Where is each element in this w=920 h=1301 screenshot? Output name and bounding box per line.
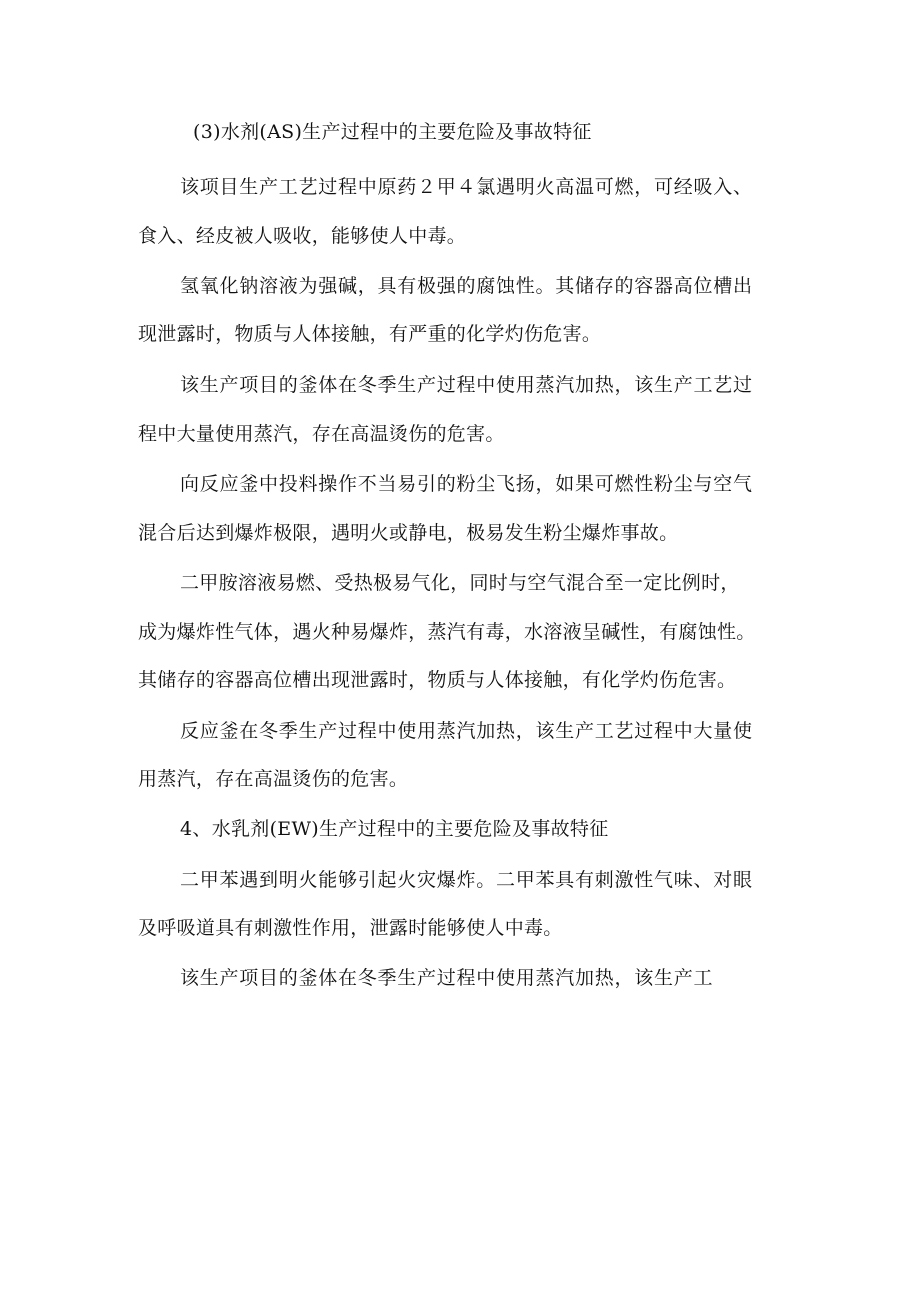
paragraph-1-line-1: 该项目生产工艺过程中原药２甲４氯遇明火高温可燃，可经吸入、 (180, 176, 753, 198)
paragraph-4-line-1: 向反应釜中投料操作不当易引的粉尘飞扬，如果可燃性粉尘与空气 (180, 473, 753, 495)
paragraph-6-line-1: 反应釜在冬季生产过程中使用蒸汽加热，该生产工艺过程中大量使 (180, 720, 753, 742)
paragraph-2-line-1: 氢氧化钠溶液为强碱，具有极强的腐蚀性。其储存的容器高位槽出 (180, 275, 753, 297)
section-heading-3: (3)水剂(AS)生产过程中的主要危险及事故特征 (193, 121, 592, 143)
paragraph-3-line-2: 程中大量使用蒸汽，存在高温烫伤的危害。 (138, 423, 505, 445)
paragraph-8-line-1: 该生产项目的釜体在冬季生产过程中使用蒸汽加热，该生产工 (180, 967, 714, 989)
paragraph-6-line-2: 用蒸汽，存在高温烫伤的危害。 (138, 768, 409, 790)
paragraph-3-line-1: 该生产项目的釜体在冬季生产过程中使用蒸汽加热，该生产工艺过 (180, 374, 753, 396)
paragraph-2-line-2: 现泄露时，物质与人体接触，有严重的化学灼伤危害。 (138, 323, 602, 345)
paragraph-7-line-1: 二甲苯遇到明火能够引起火灾爆炸。二甲苯具有刺激性气味、对眼 (180, 869, 753, 891)
paragraph-7-line-2: 及呼吸道具有刺激性作用，泄露时能够使人中毒。 (138, 917, 563, 939)
section-heading-4: 4、水乳剂(EW)生产过程中的主要危险及事故特征 (180, 818, 609, 840)
paragraph-1-line-2: 食入、经皮被人吸收，能够使人中毒。 (138, 225, 467, 247)
paragraph-5-line-3: 其储存的容器高位槽出现泄露时，物质与人体接触，有化学灼伤危害。 (138, 669, 737, 691)
paragraph-4-line-2: 混合后达到爆炸极限，遇明火或静电，极易发生粉尘爆炸事故。 (138, 522, 679, 544)
paragraph-5-line-1: 二甲胺溶液易燃、受热极易气化，同时与空气混合至一定比例时， (180, 572, 740, 594)
paragraph-5-line-2: 成为爆炸性气体，遇火种易爆炸，蒸汽有毒，水溶液呈碱性，有腐蚀性。 (138, 621, 756, 643)
